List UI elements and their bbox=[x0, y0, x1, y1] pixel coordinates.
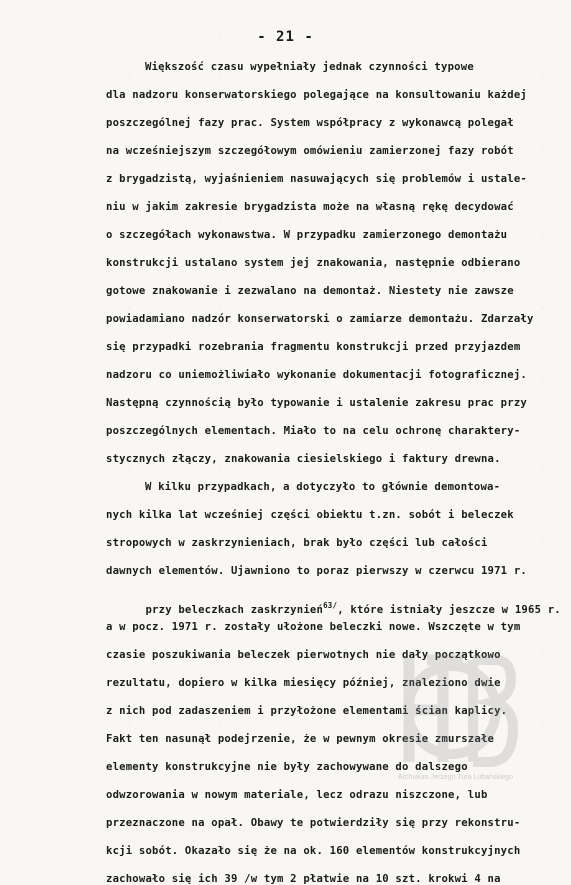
footnote-reference: 63/ bbox=[323, 600, 338, 610]
text-line: konstrukcji ustalano system jej znakowania, następnie odbierano bbox=[106, 257, 521, 269]
text-line: Fakt ten nasunął podejrzenie, że w pewnym okresie zmurszałe bbox=[106, 733, 495, 745]
text-segment: przy beleczkach zaskrzynień bbox=[145, 603, 324, 616]
text-line: gotowe znakowanie i zezwalano na demontaż. Niestety nie zawsze bbox=[106, 285, 514, 297]
text-line: odwzorowania w nowym materiale, lecz odrazu niszczone, lub bbox=[106, 789, 488, 801]
text-line: dawnych elementów. Ujawniono to poraz pierwszy w czerwcu 1971 r. bbox=[106, 565, 527, 577]
text-line: przeznaczone na opał. Obawy te potwierdziły się przy rekonstru- bbox=[106, 817, 521, 829]
text-line: na wcześniejszym szczegółowym omówieniu zamierzonej fazy robót bbox=[106, 145, 514, 157]
text-line: poszczególnych elementach. Miało to na celu ochronę charaktery- bbox=[106, 425, 521, 437]
text-line: z nich pod zadaszeniem i przyłożone elementami ścian kaplicy. bbox=[106, 705, 508, 717]
text-line: powiadamiano nadzór konserwatorski o zamiarze demontażu. Zdarzały bbox=[106, 313, 534, 325]
text-line: o szczegółach wykonawstwa. W przypadku zamierzonego demontażu bbox=[106, 229, 508, 241]
text-line: poszczególnej fazy prac. System współpracy z wykonawcą polegał bbox=[106, 117, 514, 129]
text-line: Następną czynnością było typowanie i ustalenie zakresu prac przy bbox=[106, 397, 527, 409]
text-line: dla nadzoru konserwatorskiego polegające na konsultowaniu każdej bbox=[106, 89, 527, 101]
text-segment: , które istniały jeszcze w 1965 r. bbox=[337, 603, 561, 616]
text-line: czasie poszukiwania beleczek pierwotnych nie dały początkowo bbox=[106, 649, 501, 661]
text-line: Większość czasu wypełniały jednak czynności typowe bbox=[145, 61, 474, 73]
text-line: z brygadzistą, wyjaśnieniem nasuwających się problemów i ustale- bbox=[106, 173, 527, 185]
text-line: kcji sobót. Okazało się że na ok. 160 elementów konstrukcyjnych bbox=[106, 845, 521, 857]
text-line: nych kilka lat wcześniej części obiektu t.zn. sobót i beleczek bbox=[106, 509, 514, 521]
watermark-caption: Archiwum Jerzego Tura Lubańskiego bbox=[398, 774, 514, 781]
page-number: - 21 - bbox=[257, 29, 314, 45]
text-line: rezultatu, dopiero w kilka miesięcy później, znaleziono dwie bbox=[106, 677, 501, 689]
text-line: elementy konstrukcyjne nie były zachowywane do dalszego bbox=[106, 761, 468, 773]
text-line: stycznych złączy, znakowania ciesielskiego i faktury drewna. bbox=[106, 453, 501, 465]
text-line: zachowało się ich 39 /w tym 2 płatwie na 10 szt. krokwi 4 na bbox=[106, 873, 501, 885]
text-line: niu w jakim zakresie brygadzista może na własną rękę decydować bbox=[106, 201, 514, 213]
text-line: się przypadki rozebrania fragmentu konstrukcji przed przyjazdem bbox=[106, 341, 521, 353]
text-line: a w pocz. 1971 r. zostały ułożone beleczki nowe. Wszczęte w tym bbox=[106, 621, 521, 633]
text-line: nadzoru co uniemożliwiało wykonanie dokumentacji fotograficznej. bbox=[106, 369, 527, 381]
text-line: W kilku przypadkach, a dotyczyło to głównie demontowa- bbox=[145, 481, 501, 493]
text-line: stropowych w zaskrzynieniach, brak było części lub całości bbox=[106, 537, 488, 549]
